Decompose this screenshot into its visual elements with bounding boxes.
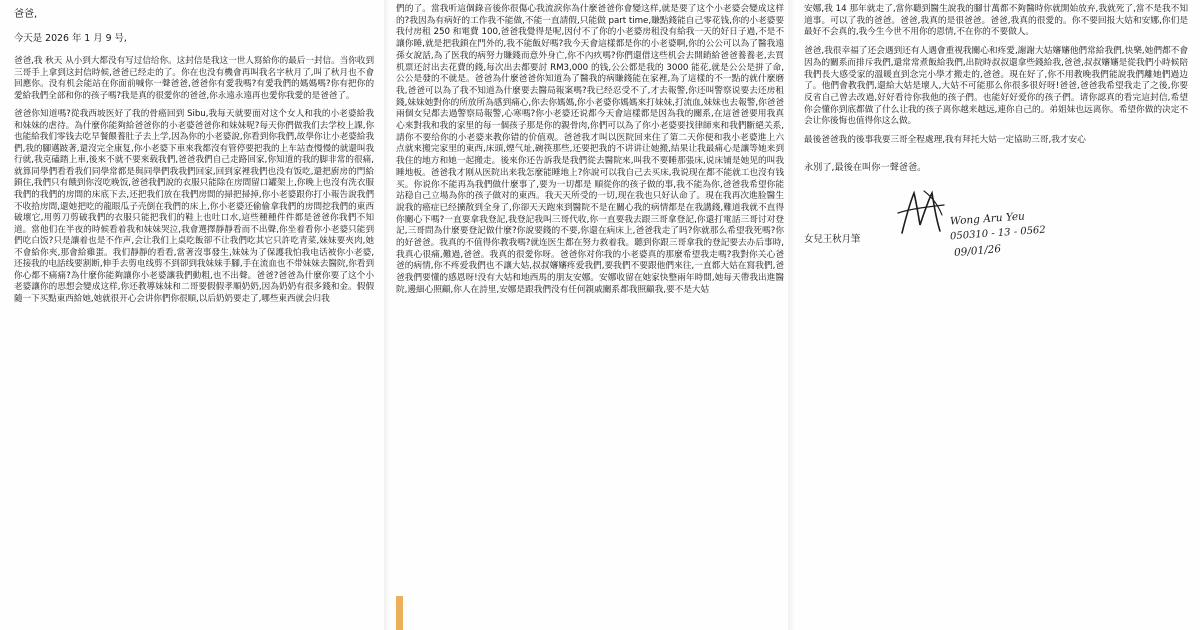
signer-label: 女兒王秋月筆 — [804, 234, 861, 246]
paragraph: 爸爸你知道嗎?從我西坡医好了我的骨癌回到 Sibu,我每天就要面对这个女人和我的小老婆給我和妹妹的虐待。為什麼你能夠給爸爸你的小老婆爸爸你和妹妹呢?每天你們做我们去学校上課,你也能給我们零钱去吃早餐餵養肚子去上学,因為你的小老婆說,你看到你我們,故學你让小老婆給我們,我的腳邁跛著,還沒完全康复,你小老婆下車來我都沒有管停要把我的上车站查慢慢的就還叫我行就,我克磕踏上車,後來不就不要來载我們,爸爸我們自己走路回家,你知道的我的脚非常的很痛,就算同學們看看我们同學常都是與同學們我我們回家,回到家裡我們也没有饭吃,還把廚房的門給鎖住,我們只有餓到你沒吃晚饭,爸爸我們說的衣服只能除在房間留口罐架上,你晚上也沒有洗衣服我們的我們的房間的床底下去,还把我们放在我們房間的掃把掃掉,你小老婆跟你打小報告說我們不收拾房間,還她把吃的龍眼瓜子壳倒在我們的床上,你小老婆还偷偷拿我們的房間挖我們的東西破壞它,用剪刀剪破我們的衣服只能把我们的鞋上也吐口水,這些種種件件都是爸爸你我們不知道。當他们在半夜的時候看着我和妹妹哭泣,我會選擇靜靜看而不出聲,你坐着看你小老婆只能到們吃白饭?只是讓着也是不作声,会让我们上桌吃飯卻不让我們吃其它只許吃青菜,妹妹要夾肉,她不會給你夾,那會給雞蛋。我们靜靜的看看,當著沒事發生,妹妹为了保護我怕我电话被你小老婆,还接我的电話线要割断,伸手去剪电线剪不到卻到我妹妹手腳,手在流血也不带妹妹去醫院,你看到你心都不痛痛?為什麼你能夠讓你小老婆讓我們動粗,也不出聲。爸爸?爸爸為什麼你要了这个小老婆讓你的思想会變成这样,你还教導妹妹和二哥要假假孝順奶奶,因為奶奶有很多錢和金。假假隨一下买點東西給她,她就很开心会讲你們你很順,以后奶奶要走了,哪些東西就会归我 — [14, 109, 374, 304]
handwritten-date: 09/01/26 — [953, 243, 1002, 260]
paragraph: 爸爸,我很幸福了还会遇到还有人遇會重视我關心和疼愛,謝謝大姑嬸嬸他們常給我們,快樂,她們都不會因為的關系而排斥我們,還常常煮飯給我們,出院時叔叔還拿些錢給我,爸爸,叔叔嬸嬸是從我們小時候陪我們長大感受家的溫暖直到念完小學才搬走的,爸爸。現在好了,你不用教晚我們能說我們離她們過边了。他們會教我們,還給大姑是壞人,大姑不可能那么你很多很好呀!爸爸,爸爸我希望我走了之後,你要反省自己曾去改過,好好看待你我他的孩子們。也能好好爱你的孩子們。请你認真的看完這封信,希望你会懂你到底都做了什么让我的孩子离你越来越远,連你自己的。弟姐妹也远离你。希望你做的决定不会让你後悔也值得你这么做。 — [804, 46, 1188, 127]
signature-icon — [896, 187, 950, 239]
paragraph: 爸爸,我 秋天 从小到大都没有写过信给你。这封信是我这一世人寫給你的最后一封信。当你收到三哥手上拿到这封信時候,爸爸已经走的了。你在也没有機會再叫我名字秋月了,叫了秋月也不會回應你。没有机会能站在你面前喊你一聲爸爸,爸爸你有愛我嗎?有愛我們的媽媽嗎?你有把你的愛給我們全部和你的孩子嗎?我是真的很愛你的爸爸,你永遠永遠再也愛你我愛的是爸爸了。 — [14, 56, 374, 101]
paragraph: 安娜,我 14 那年就走了,當你聽到醫生說我的腳廿萬都不夠醫時你就開始放弃,我就死了,當不是我不知道事。可以了我的爸爸。爸爸,我真的是很爸爸。爸爸,我真的很愛的。你不要回报大姑和安娜,你们是最好不会真的,我今生今世不用你的恩情,不在你的不要做人。 — [804, 4, 1188, 38]
letter-page-2 — [384, 0, 794, 630]
handwritten-name: Wong Aru Yeu — [949, 210, 1026, 228]
paragraph: 們的了。當我听這個錄音後你很傷心我流淚你為什麼爸爸你會變这样,就是要了这个小老婆会變成这样的?我因為有病好的工作我不能做,不能一直請假,只能做 part time,賺點錢能自己零花钱,你的小老婆要我付房租 250 和電費 100,爸爸我覺得是呢,因付不了你的小老婆房租没有給我一天的好日子過,不是不讓你睡,就是把我鎖在門外的,我不能飯好嗎?我今天會這樣都是你的小老婆啊,你的公公可以為了醫我遠孫女說話,為了医我的病努力賺錢而意外身亡,你不內疚嗎?你們還借这些机会去開銷給爸爸養養老,去買机票还討出去花費的錢,每次出去都要討 RM3,000 的钱,公公都是我的 3000 能花,就是公公是拼了命,公公是發的不就是。爸爸為什麼爸爸你知道為了醫我的病賺錢能在家裡,為了這樣的不一點的就什麼磨我,爸爸可以為了我不知道為什麼要去醫局報案嗎?我已经忍受不了,才去報警,你还叫警察说要去还房租錢,妹妹她對你的所放所為感到痛心,你去你媽媽,你小老婆你媽媽來打妹妹,打流血,妹妹也去報警,你爸爸兩個女兒都去過警察局報警,心寒嗎?你小老婆还说都今天會這樣都是因為我的關系,在這爸爸要用我真心來對我和我的家里的每一個孩子那是你的親骨肉,你們可以為了你小老婆要找律師來和我們斷絕关系,請你不要给你的小老婆来教你错的价值观。爸爸我才叫以医院回来住了第二天你便和我小老婆進上六点就來搬完家里的東西,床頭,煙气址,碗筷那些,还要把我的不讲讲让她搬,結果让我最痛心是讓等她来到我住的地方和她一起搬走。後來你还告訴我是我們從去醫院來,叫我不要睡那張床,说床铺是她见的叫我睡地板。爸爸我才刚从医院出来我怎麼能睡地上?你說可以我自己去买床,我说现在都不能就工也沒有钱买。你说你不能再為我們做什麼事了,要为一切都是 順從你的孩子做的事,我不能為你,爸爸我希望你能站稳自己立場為你的孩子做对的東西。我天天所受的一切,现在我也只好认命了。現在我再次進脸醫生說我的癌症已经擴散到全身了,你卻天天跑來到醫院不是在關心我的病情都是在我講錢,難道我就不直得你關心下嗎?一直要拿我登記,我登記我叫三哥代收,你一直要我去跟三哥拿登記,你還打電話三哥讨对登記,三哥問為什麼要登記做什麼?你說要錢的不要,你還在病床上,爸爸我走了吗?你就那么希望我死嗎?你的好爸爸。我真的不值得你教我嗎?就连医生都在努力救着我。聽到你跟三哥拿我的登記要去办后事時,我真心很痛,難過,爸爸。我真的很愛你呀。爸爸你对你我的小老婆真的那麼希望我走嗎?我對你关心爸爸的病情,你不疼爱我們也不讓大姑,叔叔嬸嬸疼爱我們,要我們不要跟他們來往,一直都大姑在寫我們,爸爸我們要懂的感恩呀!没有大姑和地西馬的朋友安娜。安娜收留在她家快整兩年時間,她每天帶我出進醫院,邊細心照顧,你人在詩里,安娜是跟我們没有任何親戚關系都我照顧我,要不是大姑 — [396, 4, 784, 295]
date-line: 今天是 2026 年 1 月 9 号, — [14, 33, 127, 44]
letter-page-3 — [794, 0, 1200, 630]
salutation-line: 爸爸, — [14, 9, 38, 20]
orange-fold-marker — [396, 596, 403, 630]
farewell-line: 永別了,最後在叫你一聲爸爸。 — [804, 161, 927, 173]
letter-page-1 — [0, 0, 384, 630]
handwritten-id-number: 050310 - 13 - 0562 — [949, 224, 1047, 243]
closing-block — [804, 161, 1188, 270]
paragraph: 最後爸爸我的後事我要三哥全程處理,我有拜托大姑一定協助三哥,我才安心 — [804, 135, 1086, 146]
signature-row — [804, 183, 1188, 269]
